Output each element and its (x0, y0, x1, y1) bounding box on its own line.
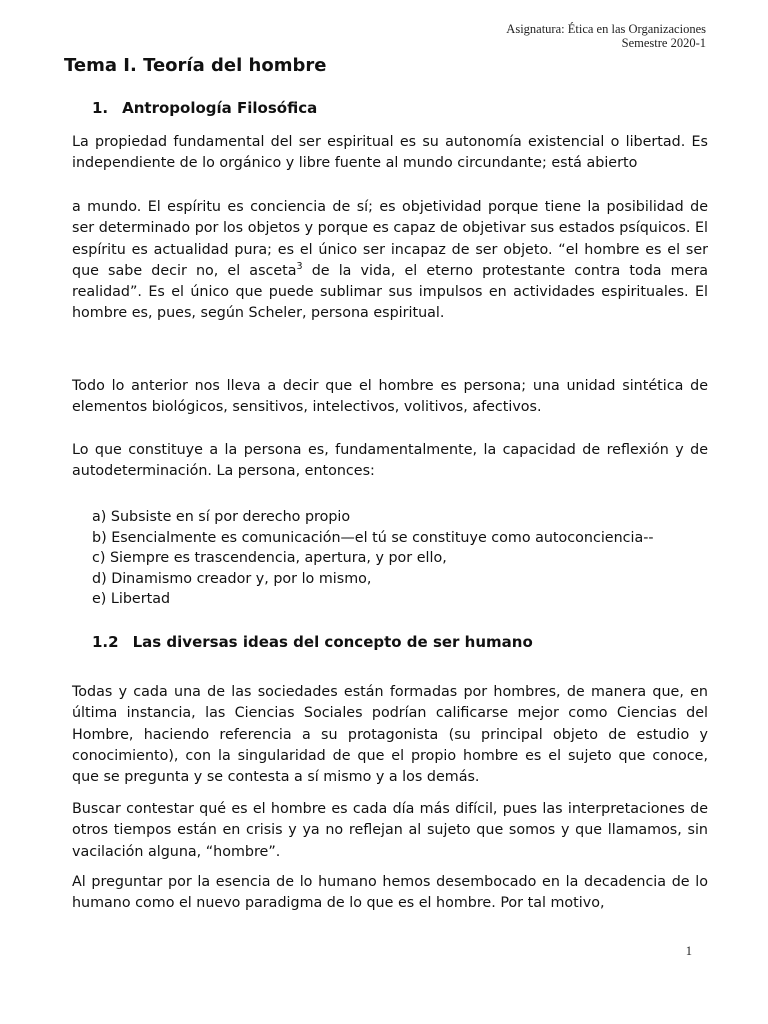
section-number-2: 1.2 (92, 633, 119, 651)
section-heading-1 (92, 98, 317, 118)
paragraph-autonomia-part1: La propiedad fundamental del ser espiritual es su autonomía existencial o libertad. Es independiente de lo orgánico y libre fuente al mundo circundante; está abierto (72, 134, 708, 172)
section-title-1: Antropología Filosófica (122, 99, 318, 117)
list-item: a) Subsiste en sí por derecho propio (92, 509, 351, 525)
section-heading-2 (92, 632, 533, 652)
list-item: d) Dinamismo creador y, por lo mismo, (92, 570, 372, 587)
paragraph-sociedades: Todas y cada una de las sociedades están formadas por hombres, de manera que, en última instancia, las Ciencias Sociales podrían calificarse mejor como Ciencias del Hombre, haciendo referencia a su protagonista (su principal objeto de estudio y conocimiento), con la singularidad de que el propio hombre es el sujeto que conoce, que se pregunta y se contesta a sí mismo y a los demás. (72, 684, 708, 786)
page-number: 1 (685, 944, 692, 958)
paragraph-autonomia-text-a: a mundo. El espíritu es conciencia de sí; es objetividad porque tiene la posibilidad de ser determinado por los objetos y porque es capaz de objetivar sus estados psíquicos. El espíritu es actualidad pura; es el único ser incapaz de ser objeto. “el hombre es el ser que sabe decir no, el asceta (72, 199, 708, 279)
paragraph-autonomia-text-b: de la vida, el eterno protestante contra toda mera realidad”. Es el único que puede sublimar sus impulsos en actividades espirituales. El hombre es, pues, según Scheler, persona espiritual. (72, 262, 709, 322)
list-item: e) Libertad (92, 591, 171, 608)
paragraph-persona: Todo lo anterior nos lleva a decir que el hombre es persona; una unidad sintética de elementos biológicos, sensitivos, intelectivos, volitivos, afectivos. (72, 378, 708, 416)
paragraph-autonomia-part2 (72, 197, 708, 325)
persona-characteristics-list (92, 507, 712, 610)
document-title: Tema I. Teoría del hombre (64, 55, 327, 76)
paragraph-esencia: Al preguntar por la esencia de lo humano hemos desembocado en la decadencia de lo humano como el nuevo paradigma de lo que es el hombre. Por tal motivo, (72, 874, 708, 912)
section-title-2: Las diversas ideas del concepto de ser humano (132, 633, 533, 651)
list-item: b) Esencialmente es comunicación—el tú se constituye como autoconciencia-- (92, 529, 654, 546)
section-number-1: 1. (92, 99, 109, 117)
footnote-marker[interactable]: 3 (296, 261, 303, 273)
header-course: Asignatura: Ética en las Organizaciones (506, 22, 706, 36)
list-item: c) Siempre es trascendencia, apertura, y por ello, (92, 550, 447, 567)
paragraph-buscar: Buscar contestar qué es el hombre es cada día más difícil, pues las interpretaciones de otros tiempos están en crisis y ya no reflejan al sujeto que somos y que llamamos, sin vacilación alguna, “hombre”. (72, 801, 708, 860)
header-semester: Semestre 2020-1 (621, 36, 706, 50)
page-header (506, 22, 706, 50)
paragraph-constituye: Lo que constituye a la persona es, fundamentalmente, la capacidad de reflexión y de autodeterminación. La persona, entonces: (72, 442, 708, 480)
